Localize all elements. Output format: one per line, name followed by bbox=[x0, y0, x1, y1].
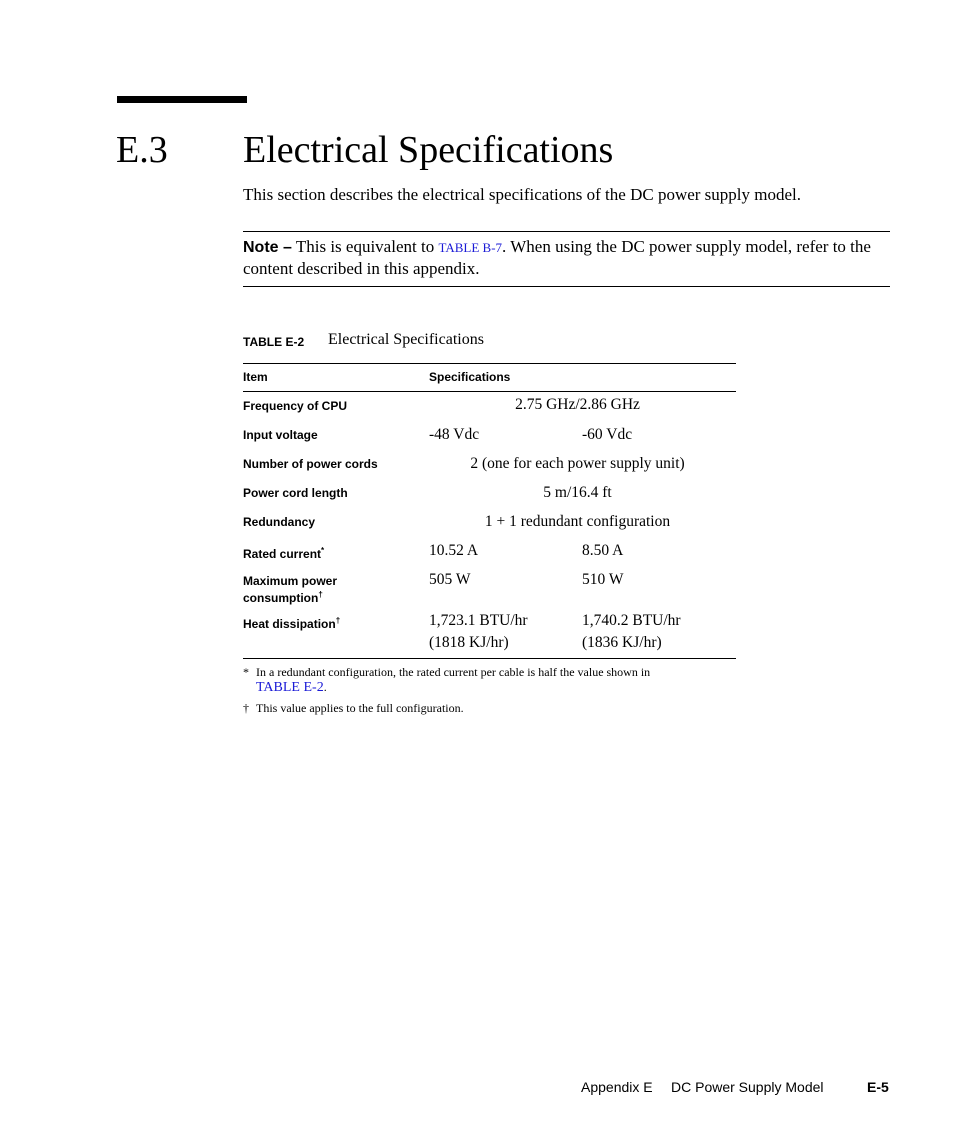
row-value-input-voltage-60: -60 Vdc bbox=[582, 426, 633, 443]
table-header-rule bbox=[243, 391, 736, 392]
row-value-cpu-frequency: 2.75 GHz/2.86 GHz bbox=[515, 396, 640, 413]
note-table-link[interactable]: TABLE B-7 bbox=[438, 240, 503, 255]
table-caption-label: TABLE E-2 bbox=[243, 335, 305, 349]
row-value-max-power-60: 510 W bbox=[582, 571, 624, 588]
row-value-power-cords: 2 (one for each power supply unit) bbox=[470, 455, 685, 472]
row-value-heat-60-btu: 1,740.2 BTU/hr bbox=[582, 612, 681, 629]
table-top-rule bbox=[243, 363, 736, 364]
row-value-rated-current-48: 10.52 A bbox=[429, 542, 479, 559]
footnote-table-link[interactable]: TABLE E-2 bbox=[256, 680, 324, 695]
row-value-cord-length: 5 m/16.4 ft bbox=[543, 484, 612, 501]
row-label-max-power: Maximum power consumption† bbox=[243, 574, 338, 605]
footnote-1-mark: * bbox=[243, 665, 249, 679]
note-block bbox=[243, 236, 893, 279]
section-intro: This section describes the electrical specifications of the DC power supply model. bbox=[243, 185, 802, 204]
footer-appendix: Appendix E bbox=[581, 1079, 653, 1095]
section-number: E.3 bbox=[116, 129, 168, 171]
table-caption-title: Electrical Specifications bbox=[328, 331, 484, 348]
footnote-mark-dagger: † bbox=[335, 616, 341, 625]
row-label-input-voltage: Input voltage bbox=[243, 428, 318, 442]
section-title: Electrical Specifications bbox=[243, 129, 614, 171]
footnote-mark-dagger: † bbox=[318, 590, 323, 599]
row-label-power-cords: Number of power cords bbox=[243, 457, 378, 471]
row-value-redundancy: 1 + 1 redundant configuration bbox=[484, 513, 671, 530]
note-top-rule bbox=[243, 231, 890, 232]
row-value-max-power-48: 505 W bbox=[429, 571, 471, 588]
row-value-heat-60-kj: (1836 KJ/hr) bbox=[582, 634, 662, 651]
table-header-item: Item bbox=[243, 370, 268, 384]
row-label-cpu-frequency: Frequency of CPU bbox=[243, 399, 348, 413]
note-text-after: . When using the DC power supply model, refer to the content described in this appendix. bbox=[243, 237, 871, 278]
row-value-input-voltage-48: -48 Vdc bbox=[429, 426, 480, 443]
row-value-heat-48-btu: 1,723.1 BTU/hr bbox=[429, 612, 528, 629]
footnote-mark-asterisk: * bbox=[321, 546, 325, 555]
row-label-rated-current: Rated current* bbox=[243, 546, 325, 561]
row-label-cord-length: Power cord length bbox=[243, 486, 348, 500]
footer-chapter: DC Power Supply Model bbox=[671, 1079, 824, 1095]
table-header-specs: Specifications bbox=[429, 370, 511, 384]
row-value-heat-48-kj: (1818 KJ/hr) bbox=[429, 634, 509, 651]
note-label: Note – bbox=[243, 239, 292, 256]
note-text-before: This is equivalent to bbox=[291, 237, 439, 256]
section-rule bbox=[117, 96, 247, 103]
note-bottom-rule bbox=[243, 286, 890, 287]
table-bottom-rule bbox=[243, 658, 736, 659]
row-label-heat-dissipation: Heat dissipation† bbox=[243, 616, 341, 631]
footnote-2: This value applies to the full configuration. bbox=[256, 701, 464, 715]
row-value-rated-current-60: 8.50 A bbox=[582, 542, 624, 559]
footnote-1: In a redundant configuration, the rated current per cable is half the value shown in TABLE E-2. bbox=[256, 665, 651, 695]
row-label-redundancy: Redundancy bbox=[243, 515, 316, 529]
footer-page-number: E-5 bbox=[867, 1079, 889, 1095]
footnote-2-mark: † bbox=[243, 701, 249, 715]
